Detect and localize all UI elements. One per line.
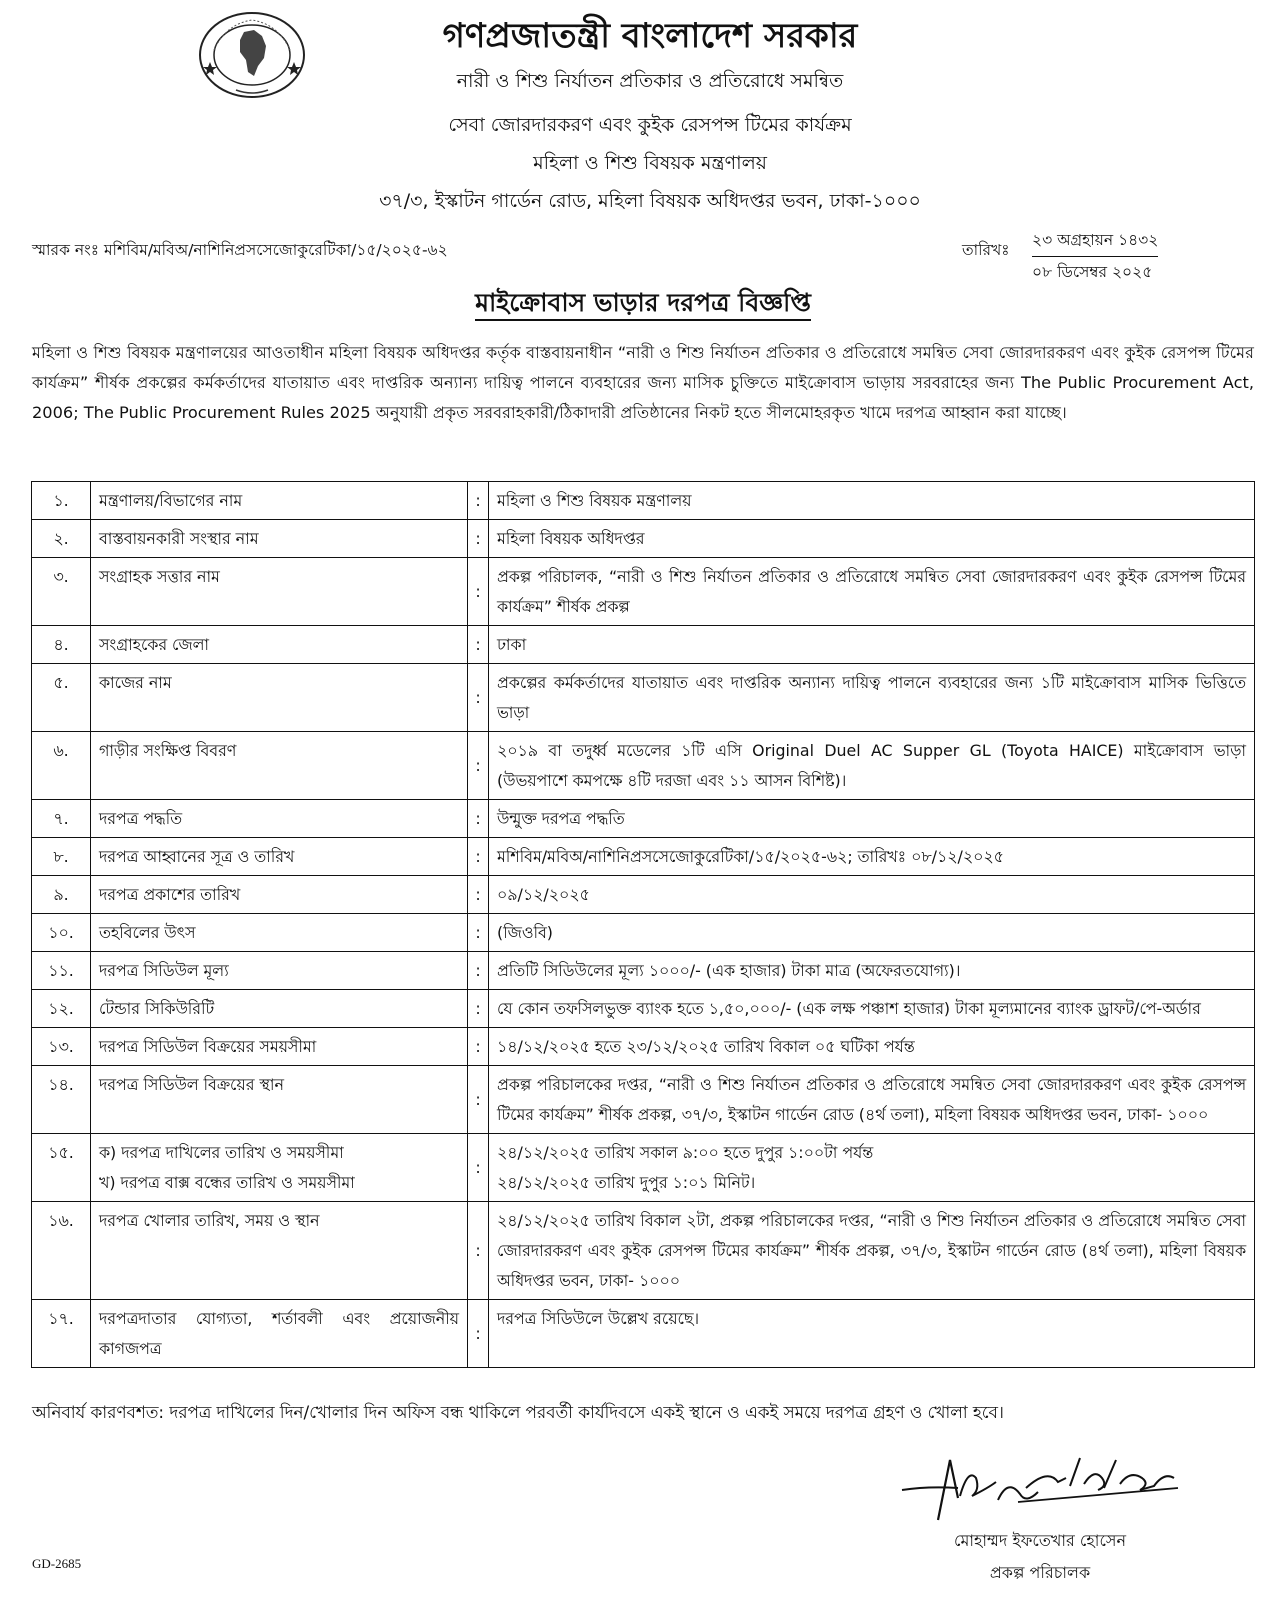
- notice-title: [390, 286, 896, 320]
- row-value: ২০১৯ বা তদুর্ধ্ব মডেলের ১টি এসি Original Duel AC Supper GL (Toyota HAICE) মাইক্রোবাস ভাড়া (উভয়পাশে কমপক্ষে ৪টি দরজা এবং ১১ আসন বিশিষ্ট)।: [489, 732, 1255, 800]
- row-label: দরপত্র খোলার তারিখ, সময় ও স্থান: [91, 1202, 468, 1300]
- government-seal-icon: [196, 10, 308, 100]
- row-value-part-b: ২৪/১২/২০২৫ তারিখ দুপুর ১:০১ মিনিট।: [497, 1173, 756, 1192]
- row-colon: :: [468, 732, 489, 800]
- row-label: দরপত্র সিডিউল মূল্য: [91, 952, 468, 990]
- row-number: ২.: [32, 520, 91, 558]
- row-value: প্রকল্প পরিচালক, “নারী ও শিশু নির্যাতন প্রতিকার ও প্রতিরোধে সমন্বিত সেবা জোরদারকরণ এবং কুইক রেসপন্স টিমের কার্যক্রম” শীর্ষক প্রকল্প: [489, 558, 1255, 626]
- row-label: তহবিলের উৎস: [91, 914, 468, 952]
- table-row: [32, 1066, 1255, 1134]
- row-colon: :: [468, 838, 489, 876]
- handwritten-signature: [898, 1438, 1184, 1528]
- row-number: ১৬.: [32, 1202, 91, 1300]
- table-row: [32, 1300, 1255, 1368]
- row-value: ২৪/১২/২০২৫ তারিখ বিকাল ২টা, প্রকল্প পরিচালকের দপ্তর, “নারী ও শিশু নির্যাতন প্রতিকার ও প্রতিরোধে সমন্বিত সেবা জোরদারকরণ এবং কুইক রেসপন্স টিমের কার্যক্রম” শীর্ষক প্রকল্প, ৩৭/৩, ইস্কাটন গার্ডেন রোড (৪র্থ তলা), মহিলা বিষয়ক অধিদপ্তর ভবন, ঢাকা- ১০০০: [489, 1202, 1255, 1300]
- row-label-part-b: খ) দরপত্র বাক্স বন্ধের তারিখ ও সময়সীমা: [99, 1173, 355, 1192]
- row-label: টেন্ডার সিকিউরিটি: [91, 990, 468, 1028]
- row-value: ০৯/১২/২০২৫: [489, 876, 1255, 914]
- government-title: গণপ্রজাতন্ত্রী বাংলাদেশ সরকার: [442, 16, 858, 56]
- footnote: অনিবার্য কারণবশত: দরপত্র দাখিলের দিন/খোলার দিন অফিস বন্ধ থাকিলে পরবর্তী কার্যদিবসে একই স্থানে ও একই সময়ে দরপত্র গ্রহণ ও খোলা হবে।: [32, 1402, 1004, 1422]
- row-colon: :: [468, 1202, 489, 1300]
- row-colon: :: [468, 990, 489, 1028]
- row-colon: :: [468, 1134, 489, 1202]
- ministry-name: মহিলা ও শিশু বিষয়ক মন্ত্রণালয়: [533, 152, 767, 174]
- project-line-2: সেবা জোরদারকরণ এবং কুইক রেসপন্স টিমের কার্যক্রম: [448, 114, 852, 136]
- row-number: ৬.: [32, 732, 91, 800]
- row-value: প্রকল্প পরিচালকের দপ্তর, “নারী ও শিশু নির্যাতন প্রতিকার ও প্রতিরোধে সমন্বিত সেবা জোরদারকরণ এবং কুইক রেসপন্স টিমের কার্যক্রম” শীর্ষক প্রকল্প, ৩৭/৩, ইস্কাটন গার্ডেন রোড (৪র্থ তলা), মহিলা বিষয়ক অধিদপ্তর ভবন, ঢাকা- ১০০০: [489, 1066, 1255, 1134]
- notice-title-text: মাইক্রোবাস ভাড়ার দরপত্র বিজ্ঞপ্তি: [475, 288, 811, 321]
- row-colon: :: [468, 558, 489, 626]
- table-row: [32, 952, 1255, 990]
- table-row: [32, 876, 1255, 914]
- row-colon: :: [468, 482, 489, 520]
- table-row: [32, 914, 1255, 952]
- table-row: [32, 1134, 1255, 1202]
- row-number: ৩.: [32, 558, 91, 626]
- table-row: [32, 800, 1255, 838]
- table-row: [32, 664, 1255, 732]
- row-label: দরপত্র পদ্ধতি: [91, 800, 468, 838]
- table-row: [32, 482, 1255, 520]
- row-value: [489, 1134, 1255, 1202]
- row-value: দরপত্র সিডিউলে উল্লেখ রয়েছে।: [489, 1300, 1255, 1368]
- row-label: দরপত্রদাতার যোগ্যতা, শর্তাবলী এবং প্রয়োজনীয় কাগজপত্র: [91, 1300, 468, 1368]
- date-label: তারিখঃ: [962, 241, 1010, 259]
- row-number: ১০.: [32, 914, 91, 952]
- row-label: [91, 1134, 468, 1202]
- row-number: ১৩.: [32, 1028, 91, 1066]
- row-value: মশিবিম/মবিঅ/নাশিনিপ্রসসেজোকুরেটিকা/১৫/২০২৫-৬২; তারিখঃ ০৮/১২/২০২৫: [489, 838, 1255, 876]
- table-row: [32, 732, 1255, 800]
- table-row: [32, 990, 1255, 1028]
- row-label: দরপত্র সিডিউল বিক্রয়ের সময়সীমা: [91, 1028, 468, 1066]
- table-row: [32, 520, 1255, 558]
- row-number: ১৪.: [32, 1066, 91, 1134]
- gd-code: GD-2685: [32, 1556, 82, 1571]
- signer-name: মোহাম্মদ ইফতেখার হোসেন: [953, 1531, 1126, 1550]
- date-bangla: ২৩ অগ্রহায়ন ১৪৩২: [1032, 228, 1158, 257]
- row-label: গাড়ীর সংক্ষিপ্ত বিবরণ: [91, 732, 468, 800]
- row-value: ঢাকা: [489, 626, 1255, 664]
- table-row: [32, 1202, 1255, 1300]
- row-label: সংগ্রাহকের জেলা: [91, 626, 468, 664]
- row-number: ৪.: [32, 626, 91, 664]
- row-label: কাজের নাম: [91, 664, 468, 732]
- row-label: বাস্তবায়নকারী সংস্থার নাম: [91, 520, 468, 558]
- row-colon: :: [468, 800, 489, 838]
- tender-details-table: [31, 481, 1255, 1368]
- row-colon: :: [468, 626, 489, 664]
- intro-paragraph: মহিলা ও শিশু বিষয়ক মন্ত্রণালয়ের আওতাধীন মহিলা বিষয়ক অধিদপ্তর কর্তৃক বাস্তবায়নাধীন “নারী ও শিশু নির্যাতন প্রতিকার ও প্রতিরোধে সমন্বিত সেবা জোরদারকরণ এবং কুইক রেসপন্স টিমের কার্যক্রম” শীর্ষক প্রকল্পের কর্মকর্তাদের যাতায়াত এবং দাপ্তরিক অন্যান্য দায়িত্ব পালনে ব্যবহারের জন্য মাসিক চুক্তিতে মাইক্রোবাস ভাড়ায় সরবরাহের জন্য The Public Procurement Act, 2006; The Public Procurement Rules 2025 অনুযায়ী প্রকৃত সরবরাহকারী/ঠিকাদারী প্রতিষ্ঠানের নিকট হতে সীলমোহরকৃত খামে দরপত্র আহ্বান করা যাচ্ছে।: [32, 343, 1254, 422]
- row-colon: :: [468, 876, 489, 914]
- row-number: ৫.: [32, 664, 91, 732]
- row-number: ৭.: [32, 800, 91, 838]
- table-row: [32, 838, 1255, 876]
- project-line-1: নারী ও শিশু নির্যাতন প্রতিকার ও প্রতিরোধে সমন্বিত: [456, 70, 844, 92]
- office-address: ৩৭/৩, ইস্কাটন গার্ডেন রোড, মহিলা বিষয়ক অধিদপ্তর ভবন, ঢাকা-১০০০: [379, 190, 921, 212]
- row-number: ১১.: [32, 952, 91, 990]
- row-label: দরপত্র প্রকাশের তারিখ: [91, 876, 468, 914]
- row-number: ১২.: [32, 990, 91, 1028]
- row-value: প্রতিটি সিডিউলের মূল্য ১০০০/- (এক হাজার) টাকা মাত্র (অফেরতযোগ্য)।: [489, 952, 1255, 990]
- row-label-part-a: ক) দরপত্র দাখিলের তারিখ ও সময়সীমা: [99, 1143, 344, 1162]
- memo-reference: স্মারক নংঃ মশিবিম/মবিঅ/নাশিনিপ্রসসেজোকুরেটিকা/১৫/২০২৫-৬২: [32, 241, 448, 259]
- table-row: [32, 1028, 1255, 1066]
- row-number: ১.: [32, 482, 91, 520]
- row-colon: :: [468, 914, 489, 952]
- row-value: উন্মুক্ত দরপত্র পদ্ধতি: [489, 800, 1255, 838]
- row-value: (জিওবি): [489, 914, 1255, 952]
- row-colon: :: [468, 1028, 489, 1066]
- row-colon: :: [468, 520, 489, 558]
- table-row: [32, 558, 1255, 626]
- row-colon: :: [468, 1300, 489, 1368]
- row-label: দরপত্র সিডিউল বিক্রয়ের স্থান: [91, 1066, 468, 1134]
- row-value: মহিলা বিষয়ক অধিদপ্তর: [489, 520, 1255, 558]
- row-number: ৮.: [32, 838, 91, 876]
- table-row: [32, 626, 1255, 664]
- row-value: প্রকল্পের কর্মকর্তাদের যাতায়াত এবং দাপ্তরিক অন্যান্য দায়িত্ব পালনে ব্যবহারের জন্য ১টি মাইক্রোবাস মাসিক ভিত্তিতে ভাড়া: [489, 664, 1255, 732]
- row-label: দরপত্র আহ্বানের সূত্র ও তারিখ: [91, 838, 468, 876]
- row-label: সংগ্রাহক সত্তার নাম: [91, 558, 468, 626]
- row-number: ৯.: [32, 876, 91, 914]
- row-value: ১৪/১২/২০২৫ হতে ২৩/১২/২০২৫ তারিখ বিকাল ০৫ ঘটিকা পর্যন্ত: [489, 1028, 1255, 1066]
- row-value-part-a: ২৪/১২/২০২৫ তারিখ সকাল ৯:০০ হতে দুপুর ১:০০টা পর্যন্ত: [497, 1143, 874, 1162]
- row-colon: :: [468, 1066, 489, 1134]
- date-gregorian: ০৮ ডিসেম্বর ২০২৫: [1032, 263, 1153, 281]
- signer-designation: প্রকল্প পরিচালক: [989, 1563, 1091, 1582]
- row-label: মন্ত্রণালয়/বিভাগের নাম: [91, 482, 468, 520]
- row-number: ১৭.: [32, 1300, 91, 1368]
- row-value: মহিলা ও শিশু বিষয়ক মন্ত্রণালয়: [489, 482, 1255, 520]
- row-colon: :: [468, 952, 489, 990]
- row-value: যে কোন তফসিলভুক্ত ব্যাংক হতে ১,৫০,০০০/- (এক লক্ষ পঞ্চাশ হাজার) টাকা মূল্যমানের ব্যাংক ড্রাফট/পে-অর্ডার: [489, 990, 1255, 1028]
- row-colon: :: [468, 664, 489, 732]
- row-number: ১৫.: [32, 1134, 91, 1202]
